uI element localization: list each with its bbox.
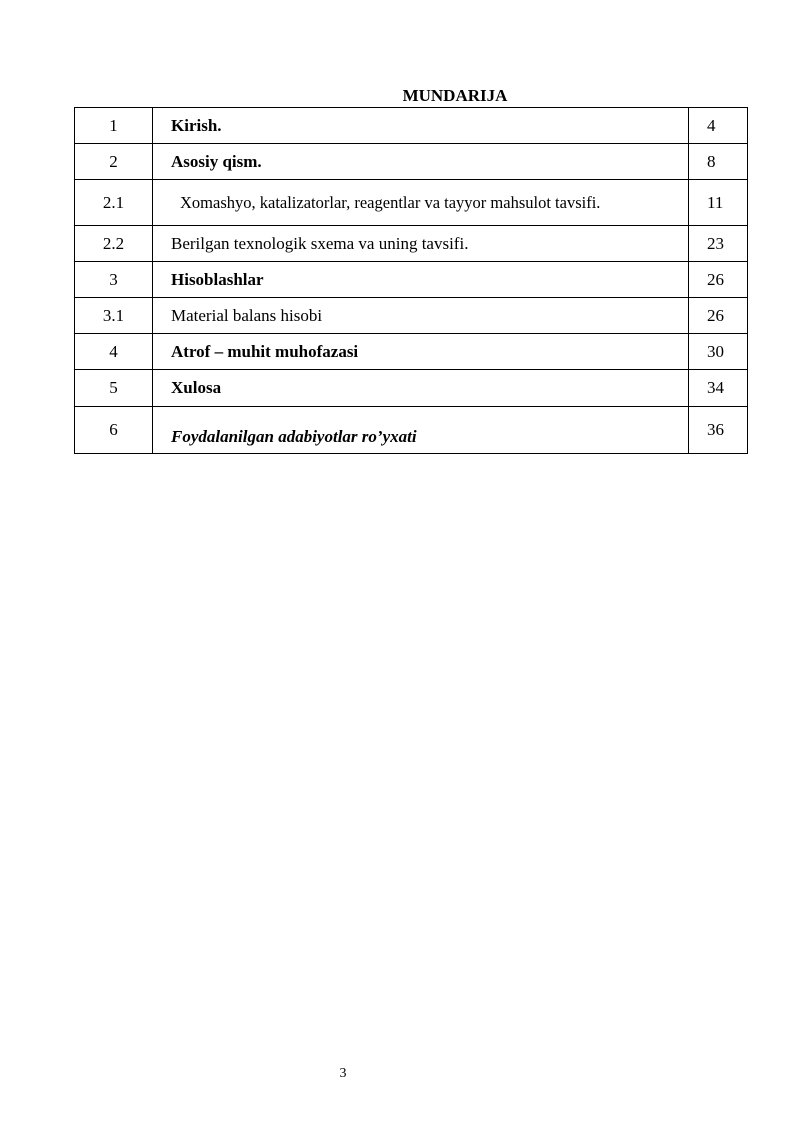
toc-row: [75, 334, 748, 370]
toc-title: Xulosa: [153, 370, 689, 407]
page-number: 3: [339, 1066, 347, 1081]
toc-row: [75, 226, 748, 262]
toc-page: 30: [689, 334, 748, 370]
toc-page: 11: [689, 180, 748, 226]
toc-title: Hisoblashlar: [153, 262, 689, 298]
toc-number: 2: [75, 144, 153, 180]
document-title: MUNDARIJA: [402, 86, 508, 105]
toc-title: Berilgan texnologik sxema va uning tavsifi.: [153, 226, 689, 262]
toc-number: 4: [75, 334, 153, 370]
toc-page: 26: [689, 298, 748, 334]
toc-title: Xomashyo, katalizatorlar, reagentlar va tayyor mahsulot tavsifi.: [153, 180, 689, 226]
toc-page: 23: [689, 226, 748, 262]
toc-row: [75, 144, 748, 180]
toc-row: [75, 180, 748, 226]
toc-number: 6: [75, 407, 153, 454]
toc-page: 34: [689, 370, 748, 407]
toc-number: 1: [75, 108, 153, 144]
toc-row: [75, 298, 748, 334]
toc-title: Kirish.: [153, 108, 689, 144]
toc-title: Asosiy qism.: [153, 144, 689, 180]
toc-page: 8: [689, 144, 748, 180]
toc-title: Foydalanilgan adabiyotlar ro’yxati: [153, 407, 689, 454]
toc-row: [75, 108, 748, 144]
toc-number: 2.1: [75, 180, 153, 226]
toc-page: 4: [689, 108, 748, 144]
toc-number: 3.1: [75, 298, 153, 334]
toc-row: [75, 407, 748, 454]
toc-number: 3: [75, 262, 153, 298]
table-of-contents: [74, 107, 748, 454]
toc-title: Material balans hisobi: [153, 298, 689, 334]
toc-number: 2.2: [75, 226, 153, 262]
toc-row: [75, 262, 748, 298]
toc-row: [75, 370, 748, 407]
toc-page: 36: [689, 407, 748, 454]
toc-page: 26: [689, 262, 748, 298]
toc-title: Atrof – muhit muhofazasi: [153, 334, 689, 370]
toc-number: 5: [75, 370, 153, 407]
